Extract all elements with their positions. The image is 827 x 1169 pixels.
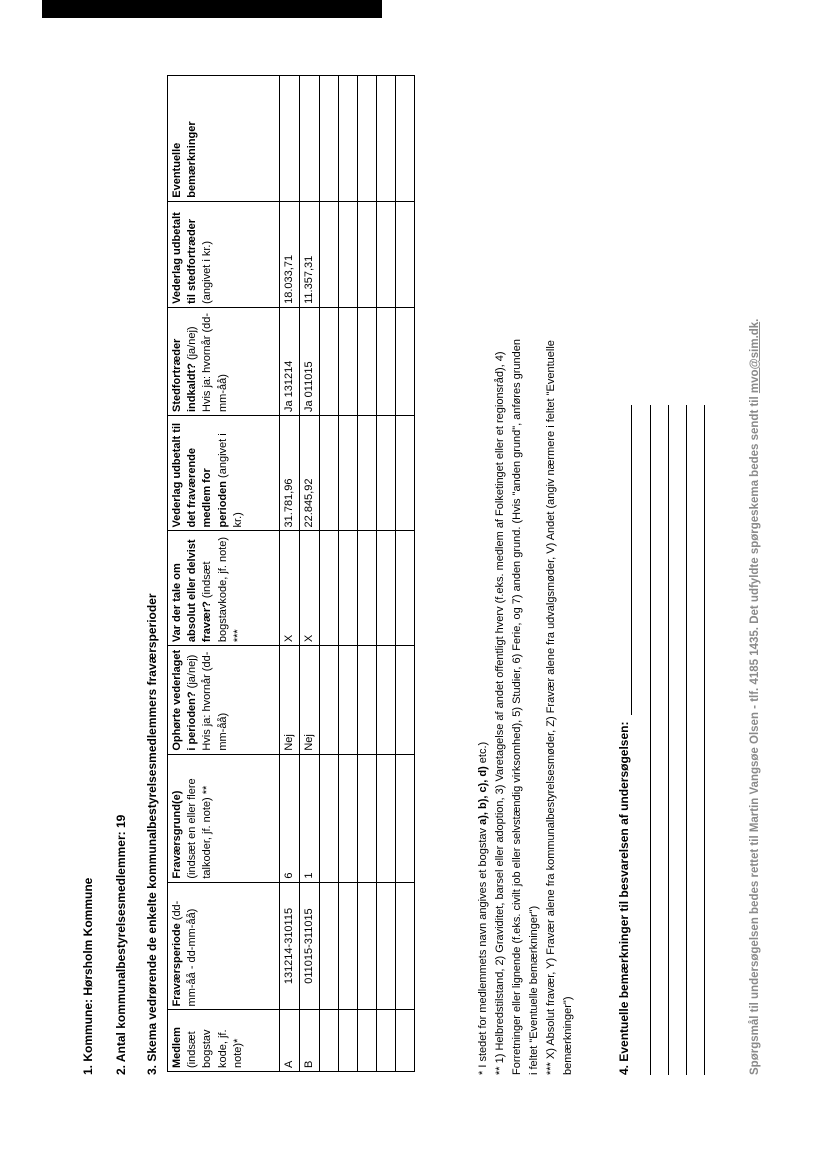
table-cell — [300, 76, 320, 202]
table-cell — [396, 882, 415, 1010]
table-cell — [396, 754, 415, 882]
table-cell: A — [280, 1010, 300, 1072]
table-cell — [339, 882, 358, 1010]
header-bemaerkninger: Eventuelle bemærkninger — [168, 76, 280, 202]
table-cell — [339, 201, 358, 307]
table-cell: 11.357,31 — [300, 201, 320, 307]
remarks-line[interactable] — [686, 405, 687, 1075]
remarks-line[interactable] — [668, 405, 669, 1075]
question-kommune: 1. Kommune: Hørsholm Kommune — [81, 877, 95, 1075]
header-ophoerte-vederlag: Ophørte vederlaget i perioden? (ja/nej) Hvis ja: hvornår (dd-mm-åå) — [168, 646, 280, 755]
table-cell — [396, 531, 415, 646]
table-cell — [280, 76, 300, 202]
table-cell — [339, 531, 358, 646]
table-cell — [320, 201, 339, 307]
footnote-absence-type-1: *** X) Absolut fravær, Y) Fravær alene fra kommunalbestyrelsesmøder, Z) Fravær alene fra udvalgsmøder, V) Andet (angiv nærmere i feltet "Eventuelle — [545, 340, 558, 1075]
table-cell — [320, 754, 339, 882]
table-cell — [377, 307, 396, 415]
table-cell — [339, 307, 358, 415]
remarks-line[interactable] — [704, 405, 705, 1075]
table-cell — [377, 882, 396, 1010]
footnote-absence-reasons-2: Forretninger eller lignende (f.eks. civilt job eller selvstændig virksomhed), 5) Studier, 6) Ferie, og 7) anden grund. (Hvis "anden grund", anføres grunden — [511, 338, 524, 1075]
table-cell — [339, 646, 358, 755]
remarks-line[interactable] — [650, 405, 651, 1075]
footnote-member-code: * I stedet for medlemmets navn angives et bogstav a), b), c), d) etc.) — [477, 741, 489, 1075]
footnote-absence-reasons-3: i feltet "Eventuelle bemærkninger") — [528, 905, 541, 1075]
table-cell — [358, 416, 377, 531]
header-medlem: Medlem (indsæt bogstav kode, jf. note)* — [168, 1010, 280, 1072]
question-remarks: 4. Eventuelle bemærkninger til besvarelsen af undersøgelsen: — [617, 721, 631, 1075]
table-cell — [320, 1010, 339, 1072]
table-cell: Nej — [280, 646, 300, 755]
table-cell — [339, 1010, 358, 1072]
absence-table — [167, 75, 415, 1072]
table-row — [339, 76, 358, 1072]
redaction-bar — [42, 0, 382, 18]
table-cell: 31.781,96 — [280, 416, 300, 531]
table-cell — [358, 1010, 377, 1072]
table-cell — [377, 531, 396, 646]
table-cell: X — [280, 531, 300, 646]
header-fravaersgrund: Fraværsgrund(e) (indsæt en eller flere talkoder, jf. note) ** — [168, 754, 280, 882]
table-cell — [377, 76, 396, 202]
table-cell — [358, 646, 377, 755]
table-cell — [358, 76, 377, 202]
table-cell: 131214-310115 — [280, 882, 300, 1010]
header-vederlag-medlem: Vederlag udbetalt til det fraværende medlem for perioden (angivet i kr.) — [168, 416, 280, 531]
table-row — [280, 76, 300, 1072]
table-cell: 011015-311015 — [300, 882, 320, 1010]
table-cell: Ja 131214 — [280, 307, 300, 415]
table-cell: 22.845,92 — [300, 416, 320, 531]
table-cell: 18.033,71 — [280, 201, 300, 307]
table-cell — [320, 76, 339, 202]
table-cell — [358, 201, 377, 307]
contact-email-link[interactable]: mvo@sim.dk — [749, 321, 761, 394]
table-cell — [396, 646, 415, 755]
table-cell — [339, 76, 358, 202]
table-cell — [339, 754, 358, 882]
table-row — [300, 76, 320, 1072]
table-cell — [358, 882, 377, 1010]
table-cell — [358, 531, 377, 646]
question-member-count: 2. Antal kommunalbestyrelsesmedlemmer: 19 — [114, 814, 128, 1075]
remarks-line[interactable] — [631, 405, 632, 715]
table-cell — [396, 201, 415, 307]
table-cell — [377, 416, 396, 531]
table-cell — [396, 1010, 415, 1072]
rotated-form — [80, 75, 827, 1075]
footnote-absence-type-2: bemærkninger") — [562, 996, 575, 1075]
table-cell — [358, 754, 377, 882]
table-cell — [396, 76, 415, 202]
contact-footer: Spørgsmål til undersøgelsen bedes rettet til Martin Vangsøe Olsen - tlf. 4185 1435. Det udfyldte spørgeskema bedes sendt til mvo@sim.dk. — [749, 318, 761, 1075]
table-cell — [358, 307, 377, 415]
question-absence-table-title: 3. Skema vedrørende de enkelte kommunalbestyrelsesmedlemmers fraværsperioder — [145, 593, 159, 1075]
table-cell: B — [300, 1010, 320, 1072]
footnotes — [475, 75, 577, 1075]
header-fravaersperiode: Fraværsperiode (dd-mm-åå - dd-mm-åå) — [168, 882, 280, 1010]
table-cell — [320, 646, 339, 755]
table-row — [396, 76, 415, 1072]
table-row — [358, 76, 377, 1072]
table-row — [377, 76, 396, 1072]
table-cell: 6 — [280, 754, 300, 882]
table-cell: Nej — [300, 646, 320, 755]
table-cell — [320, 882, 339, 1010]
table-header-row — [168, 76, 280, 1072]
table-cell — [320, 416, 339, 531]
table-cell — [339, 416, 358, 531]
table-cell: Ja 011015 — [300, 307, 320, 415]
table-cell — [396, 416, 415, 531]
table-row — [320, 76, 339, 1072]
table-cell — [377, 201, 396, 307]
footnote-absence-reasons-1: ** 1) Helbredstilstand, 2) Graviditet, barsel eller adoption, 3) Varetagelse af andet offentligt hverv (f.eks. medlem af Folketinget eller et regionsråd), 4) — [494, 351, 507, 1075]
table-cell — [320, 531, 339, 646]
header-vederlag-stedfortraeder: Vederlag udbetalt til stedfortræder (angivet i kr.) — [168, 201, 280, 307]
header-fravaerstype: Var der tale om absolut eller delvist fravær? (indsæt bogstavkode, jf. note) *** — [168, 531, 280, 646]
table-cell: 1 — [300, 754, 320, 882]
table-cell — [377, 1010, 396, 1072]
table-cell — [377, 646, 396, 755]
table-cell — [320, 307, 339, 415]
table-cell: X — [300, 531, 320, 646]
table-cell — [396, 307, 415, 415]
table-cell — [377, 754, 396, 882]
header-stedfortraeder-indkaldt: Stedfortræder indkaldt? (ja/nej) Hvis ja: hvornår (dd-mm-åå) — [168, 307, 280, 415]
